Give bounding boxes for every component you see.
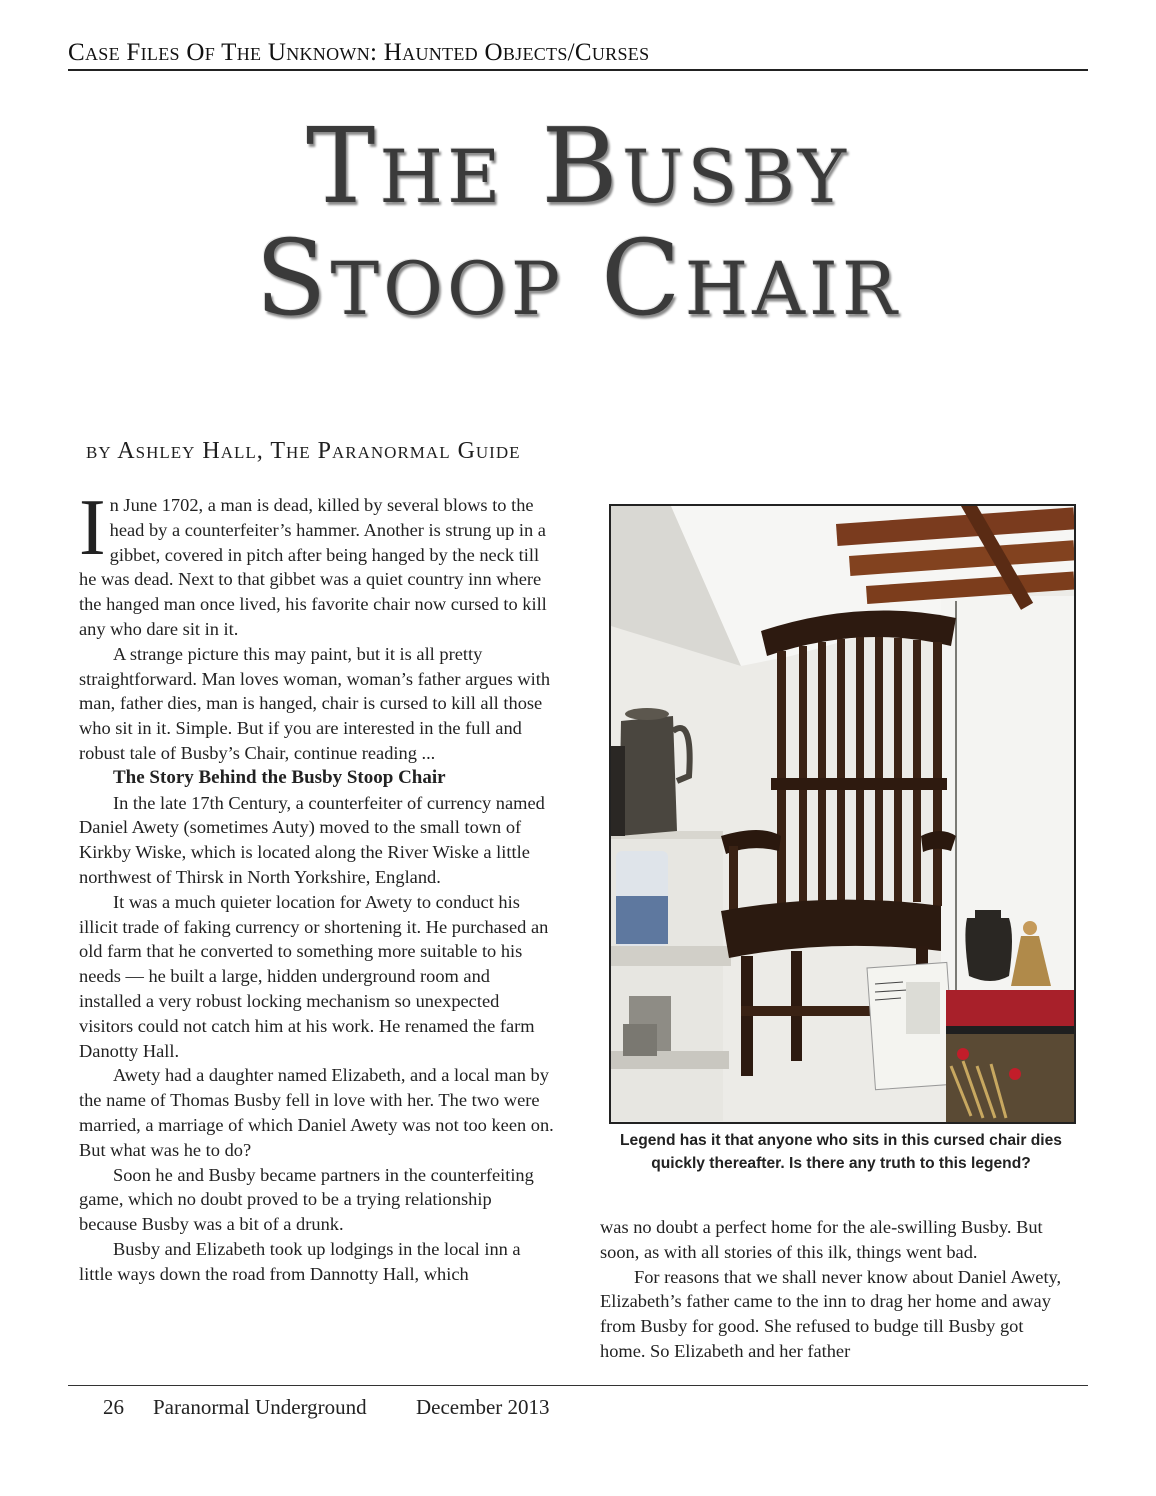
paragraph: Busby and Elizabeth took up lodgings in the local inn a little ways down the road from Dannotty Hall, which (79, 1238, 521, 1284)
paragraph: It was a much quieter location for Awety to conduct his illicit trade of faking currency or shortening it. He purchased an old farm that he converted to something more suitable to his needs — he built a large, hidden underground room and installed a very robust locking mechanism so unexpected visitors could not catch him at his work. He renamed the farm Danotty Hall. (79, 891, 549, 1061)
photo-caption: Legend has it that anyone who sits in this cursed chair dies quickly thereafter. Is there any truth to this legend? (620, 1132, 1062, 1172)
left-column (79, 484, 554, 1287)
chair-photo (609, 504, 1076, 1124)
title-line-1: The Busby (306, 105, 850, 227)
issue-date: December 2013 (416, 1395, 550, 1419)
magazine-name: Paranormal Underground (153, 1395, 367, 1419)
drop-cap: I (79, 484, 106, 572)
footer-rule (68, 1385, 1088, 1386)
running-head: Case Files Of The Unknown: Haunted Objects/Curses (68, 39, 650, 66)
paragraph-continued: was no doubt a perfect home for the ale-swilling Busby. But soon, as with all stories of this ilk, things went bad. (600, 1217, 1043, 1262)
paragraph: Soon he and Busby became partners in the counterfeiting game, which no doubt proved to be a trying relationship because Busby was a bit of a drunk. (79, 1164, 534, 1235)
page-number: 26 (103, 1395, 124, 1419)
header-rule (68, 69, 1088, 71)
article-title (0, 105, 1156, 339)
right-column (600, 1215, 1070, 1364)
paragraph: In the late 17th Century, a counterfeiter of currency named Daniel Awety (sometimes Auty) moved to the small town of Kirkby Wiske, which is located along the River Wiske a little northwest of Thirsk in North Yorkshire, England. (79, 792, 545, 887)
paragraph: A strange picture this may paint, but it is all pretty straightforward. Man loves woman, woman’s father argues with man, father dies, man is hanged, chair is cursed to kill all those who sit in it. Simple. But if you are interested in the full and robust tale of Busby’s Chair, continue reading ... (79, 643, 551, 763)
byline: by Ashley Hall, The Paranormal Guide (86, 438, 521, 464)
paragraph: For reasons that we shall never know about Daniel Awety, Elizabeth’s father came to the inn to drag her home and away from Busby for good. She refused to budge till Busby got home. So Elizabeth and her father (600, 1266, 1062, 1361)
paragraph: Awety had a daughter named Elizabeth, and a local man by the name of Thomas Busby fell in love with her. The two were married, a marriage of which Daniel Awety was not too keen on. But what was he to do? (79, 1065, 554, 1160)
section-subhead: The Story Behind the Busby Stoop Chair (113, 766, 446, 788)
intro-paragraph (79, 484, 554, 642)
title-line-2: Stoop Chair (255, 217, 901, 339)
intro-text: n June 1702, a man is dead, killed by several blows to the head by a counterfeiter’s hammer. Another is strung up in a gibbet, covered in pitch after being hanged by the neck till he was dead. Next to that gibbet was a quiet country inn where the hanged man once lived, his favorite chair now cursed to kill any who dare sit in it. (79, 495, 547, 639)
